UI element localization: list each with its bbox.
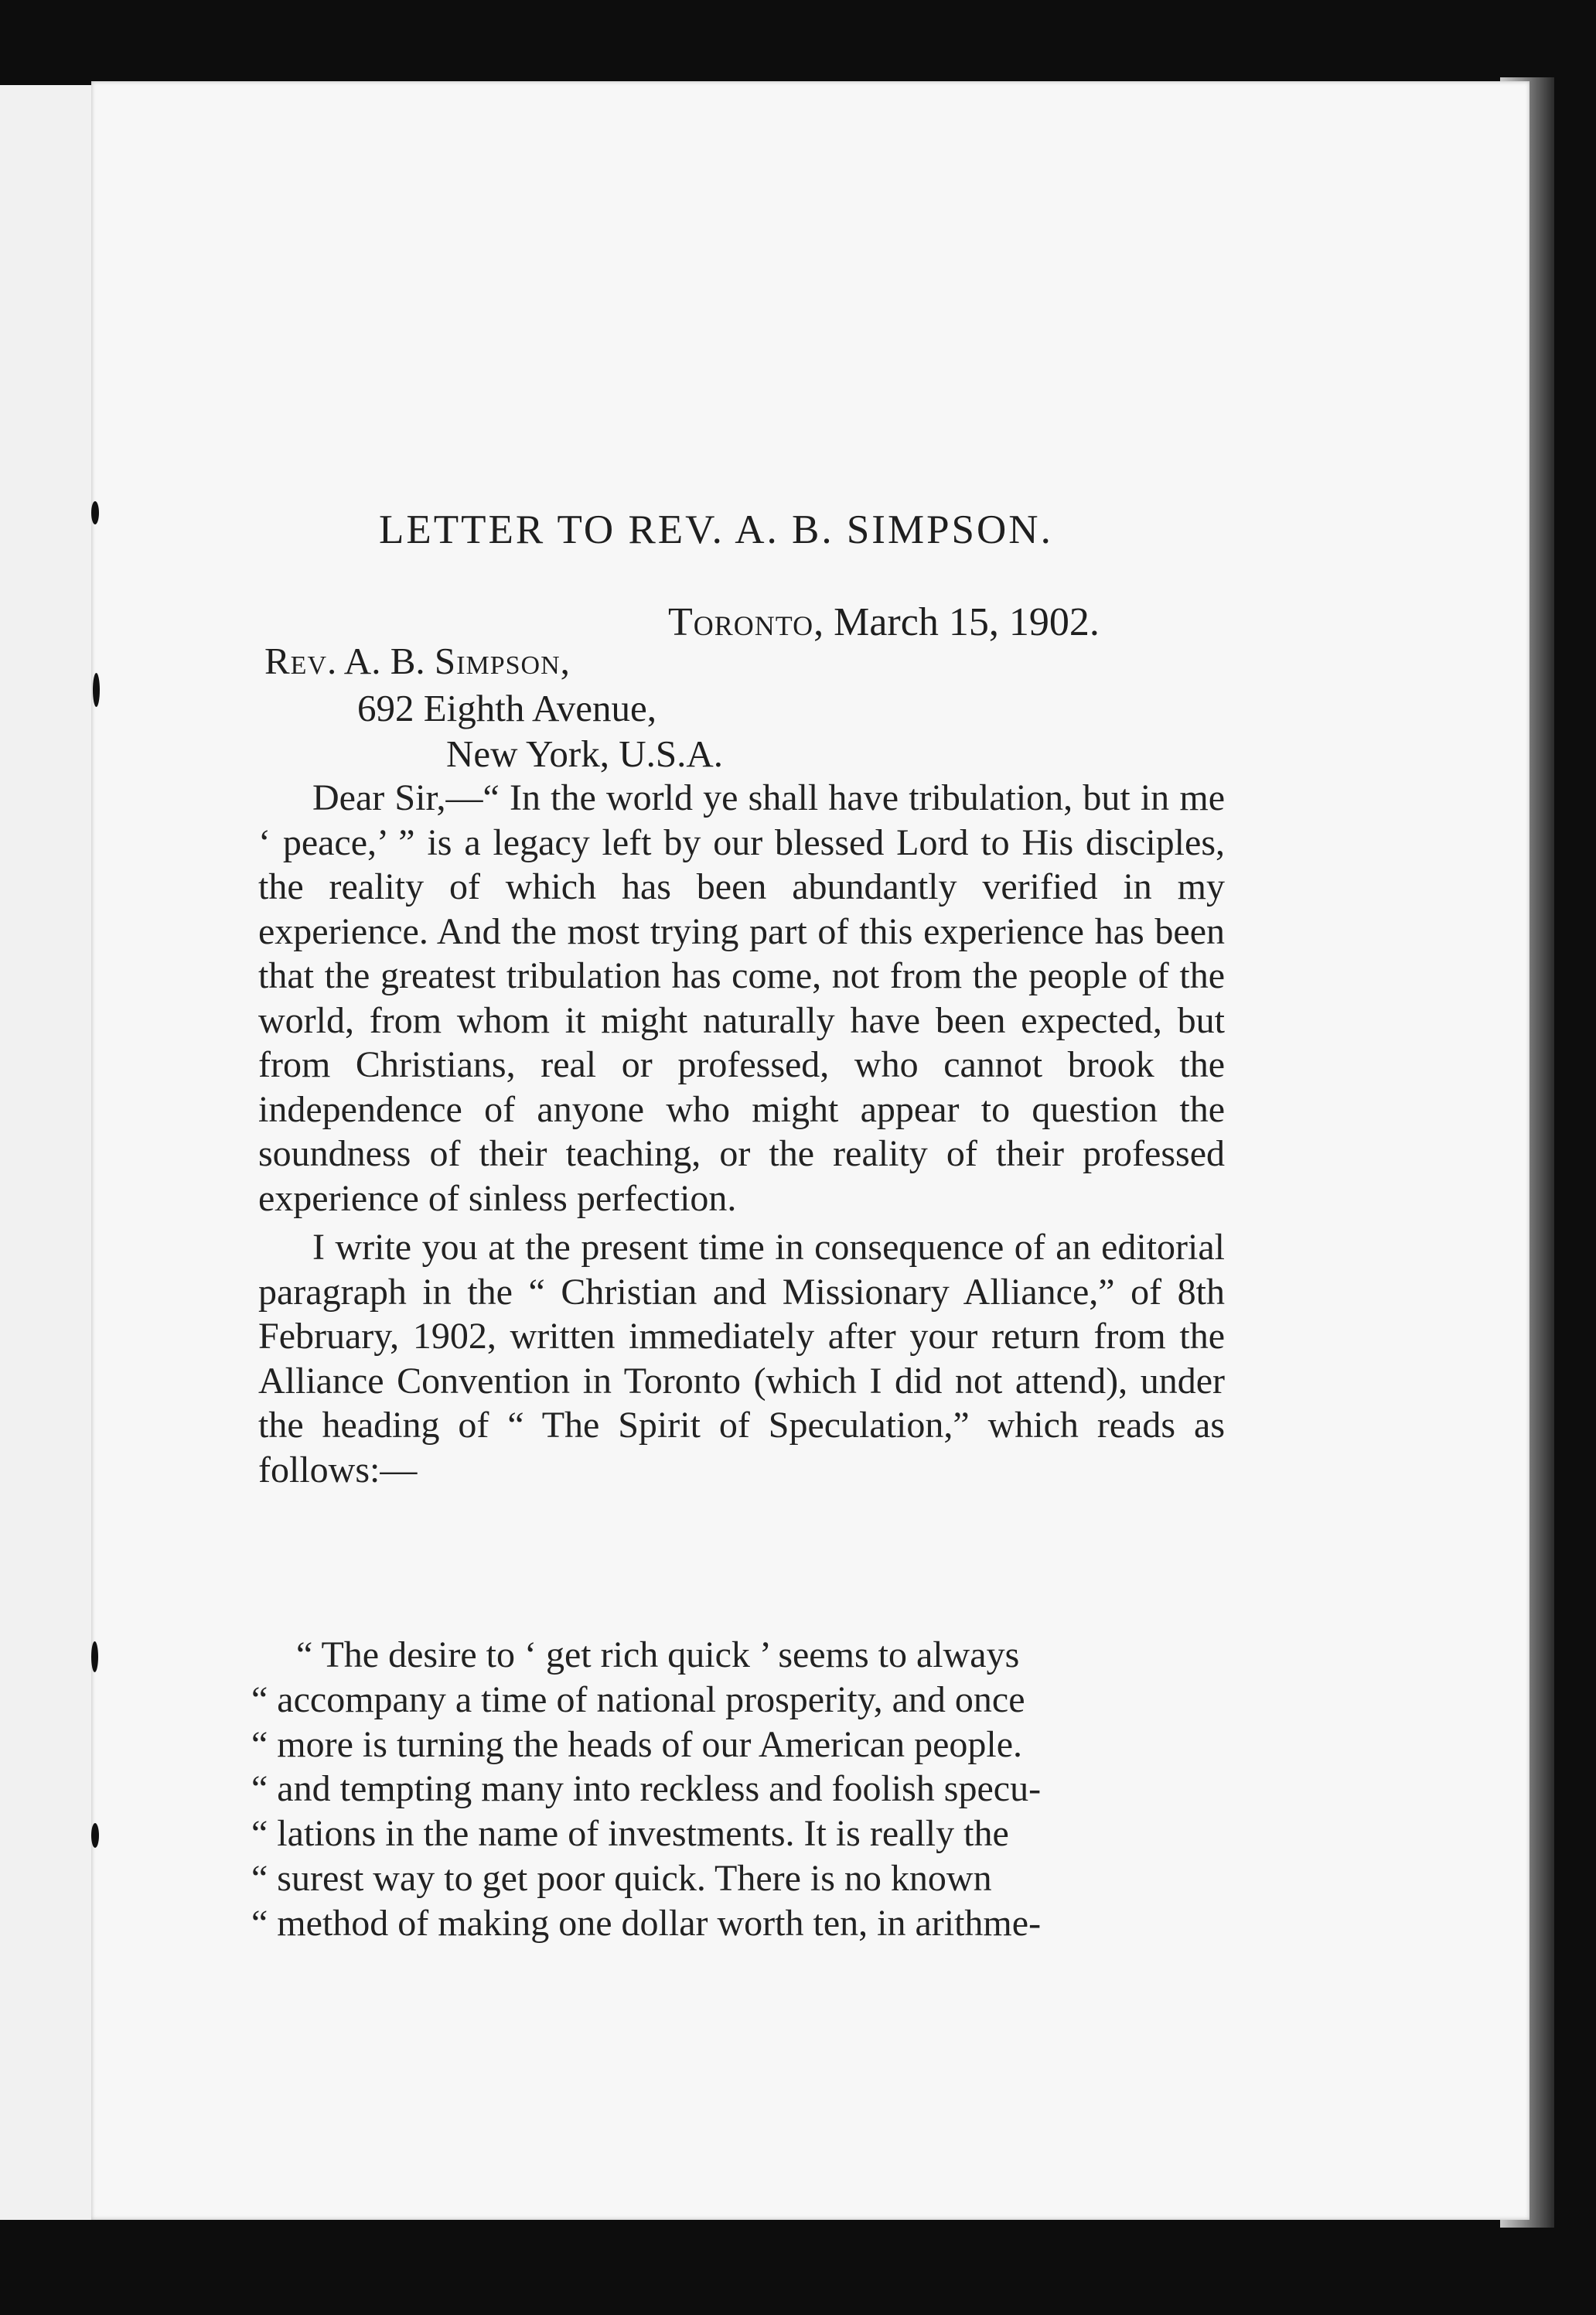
- address-line-3: New York, U.S.A.: [446, 732, 724, 775]
- quote-line: “ The desire to ‘ get rich quick ’ seems to always: [296, 1634, 1020, 1675]
- place-name: Toronto: [668, 600, 814, 644]
- binding-mark: [91, 1823, 99, 1848]
- letter-body: [258, 776, 1225, 1492]
- address-line-2: 692 Eighth Avenue,: [357, 687, 656, 729]
- paragraph: I write you at the present time in consequence of an editorial paragraph in the “ Christian and Missionary Alliance,” of 8th February, 1902, written immediately after your return from the Alliance Convention in Toronto (which I did not attend), under the heading of “ The Spirit of Speculation,” which reads as follows:—: [258, 1227, 1225, 1490]
- place-and-date: [668, 599, 1194, 645]
- quote-line: “ surest way to get poor quick. There is no known: [251, 1857, 992, 1899]
- binding-mark: [93, 673, 100, 707]
- quote-line: “ accompany a time of national prosperity, and once: [251, 1678, 1025, 1720]
- quote-line: “ method of making one dollar worth ten, in arithme-: [251, 1902, 1042, 1944]
- address-initials: . A. B.: [327, 640, 435, 682]
- quote-line: “ more is turning the heads of our American people.: [251, 1723, 1023, 1765]
- address-surname: Simpson: [434, 640, 561, 682]
- address-title: Rev: [264, 640, 328, 682]
- binding-mark: [91, 501, 99, 524]
- address-comma: ,: [560, 640, 570, 682]
- quote-line: “ lations in the name of investments. It is really the: [251, 1813, 1009, 1855]
- paragraph: Dear Sir,—“ In the world ye shall have tribulation, but in me ‘ peace,’ ” is a legacy left by our blessed Lord to His disciples, the reality of which has been abundantly verified in my experience. And the most trying part of this experience has been that the greatest tribulation has come, not from the people of the world, from whom it might naturally have been expected, but from Christians, real or professed, who cannot brook the independence of anyone who might appear to question the soundness of their teaching, or the reality of their professed experience of sinless perfection.: [258, 777, 1225, 1219]
- letter-date: , March 15, 1902.: [813, 600, 1100, 644]
- binding-mark: [91, 1641, 98, 1672]
- letter-title: LETTER TO REV. A. B. SIMPSON.: [379, 507, 1053, 552]
- quote-line: “ and tempting many into reckless and foolish specu-: [251, 1768, 1042, 1810]
- quoted-editorial: [251, 1633, 1226, 1946]
- address-line-1: [264, 639, 570, 683]
